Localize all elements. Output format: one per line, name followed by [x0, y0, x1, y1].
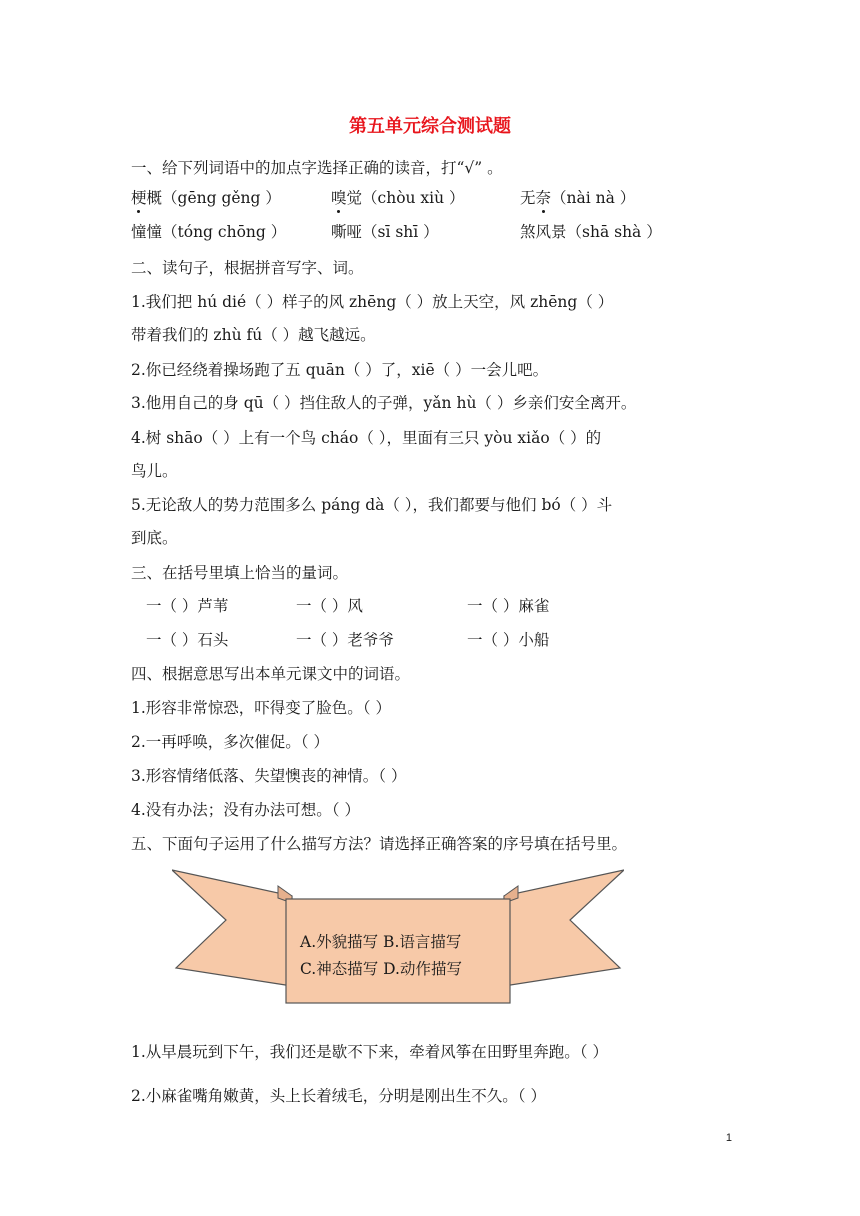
s2-q1-line2: 带着我们的 zhù fú（ ）越飞越远。: [131, 326, 376, 344]
s1-item-3: [520, 188, 635, 208]
dotted-char: 梗: [131, 189, 147, 207]
section-5-heading: 五、下面句子运用了什么描写方法？请选择正确答案的序号填在括号里。: [131, 835, 628, 853]
s2-q4-line1: 4.树 shāo（ ）上有一个鸟 cháo（ ），里面有三只 yòu xiǎo（ ）的: [131, 429, 602, 447]
s1-item-6: [520, 222, 662, 242]
s2-q1-line1: 1.我们把 hú dié（ ）样子的风 zhēng（ ）放上天空，风 zhēng（ ）: [131, 293, 614, 311]
section-3-heading: 三、在括号里填上恰当的量词。: [131, 564, 349, 582]
section-2-heading: 二、读句子，根据拼音写字、词。: [131, 259, 364, 277]
s5-q1: 1.从早晨玩到下午，我们还是歇不下来，牵着风筝在田野里奔跑。（ ）: [131, 1043, 608, 1061]
measure-word-item: 一（ ）石头: [146, 631, 229, 649]
measure-word-item: 一（ ）芦苇: [146, 597, 229, 615]
s2-q5-line1: 5.无论敌人的势力范围多么 páng dà（ ），我们都要与他们 bó（ ）斗: [131, 496, 613, 514]
pinyin-choices: （tóng chōng ）: [162, 223, 287, 241]
s2-q2: 2.你已经绕着操场跑了五 quān（ ）了，xiē（ ）一会儿吧。: [131, 361, 549, 379]
word: 憧憧: [131, 223, 163, 241]
ribbon-right-tail: [504, 870, 624, 986]
s1-item-4: [131, 222, 286, 242]
word: 嘶哑: [331, 223, 363, 241]
options-line-1: A.外貌描写 B.语言描写: [300, 933, 462, 951]
pinyin-choices: （chòu xiù ）: [362, 189, 465, 207]
page-number: 1: [725, 1132, 732, 1144]
pinyin-choices: （sī shī ）: [362, 223, 439, 241]
s4-item: 4.没有办法；没有办法可想。（ ）: [131, 801, 360, 819]
s1-item-2: [331, 188, 465, 208]
s5-q2: 2.小麻雀嘴角嫩黄，头上长着绒毛，分明是刚出生不久。（ ）: [131, 1087, 546, 1105]
page-title: 第五单元综合测试题: [349, 116, 511, 137]
dotted-char: 奈: [535, 189, 552, 207]
measure-word-item: 一（ ）风: [296, 597, 363, 615]
section-4-heading: 四、根据意思写出本单元课文中的词语。: [131, 665, 411, 683]
word-rest: 觉: [346, 189, 363, 207]
s2-q5-line2: 到底。: [131, 529, 178, 547]
ribbon-left-tail: [172, 870, 292, 986]
s4-item: 1.形容非常惊恐，吓得变了脸色。（ ）: [131, 699, 391, 717]
s2-q4-line2: 鸟儿。: [131, 462, 178, 480]
word-first: 无: [520, 189, 536, 207]
s1-item-1: [131, 188, 281, 208]
measure-word-item: 一（ ）麻雀: [467, 597, 550, 615]
word-rest: 概: [146, 189, 163, 207]
pinyin-choices: （gēng gěng ）: [162, 189, 281, 207]
s4-item: 2.一再呼唤，多次催促。（ ）: [131, 733, 329, 751]
s1-item-5: [331, 222, 439, 242]
s2-q3: 3.他用自己的身 qū（ ）挡住敌人的子弹，yǎn hù（ ）乡亲们安全离开。: [131, 394, 637, 412]
pinyin-choices: （shā shà ）: [566, 223, 662, 241]
measure-word-item: 一（ ）小船: [467, 631, 550, 649]
word: 煞风景: [520, 223, 567, 241]
s4-item: 3.形容情绪低落、失望懊丧的神情。（ ）: [131, 767, 407, 785]
dotted-char: 嗅: [331, 189, 347, 207]
pinyin-choices: （nài nà ）: [551, 189, 636, 207]
measure-word-item: 一（ ）老爷爷: [296, 631, 394, 649]
section-1-heading: 一、给下列词语中的加点字选择正确的读音，打“√” 。: [131, 159, 503, 177]
options-line-2: C.神态描写 D.动作描写: [300, 960, 462, 978]
